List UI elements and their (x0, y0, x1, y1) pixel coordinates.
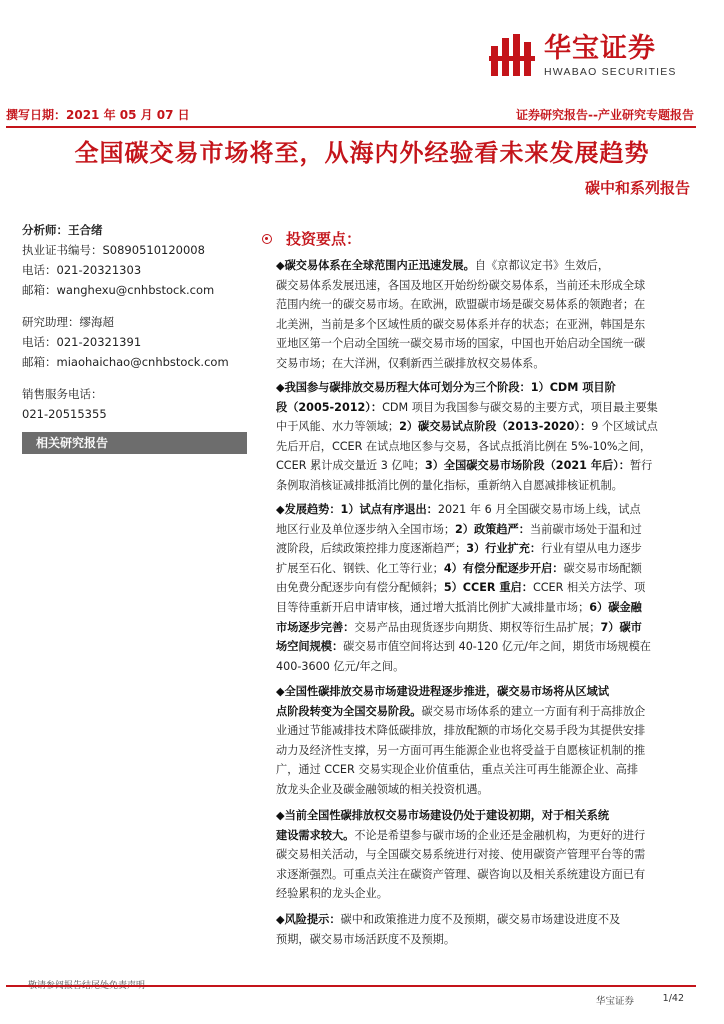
analyst-email[interactable]: 邮箱：wanghexu@cnhbstock.com (22, 283, 215, 297)
report-date: 撰写日期：2021 年 05 月 07 日 (6, 108, 190, 122)
risk-warning: ◆风险提示：碳中和政策推进力度不及预期，碳交易市场建设进度不及 预期，碳交易市场活跃度不及预期。 (276, 913, 621, 946)
key-point-5: ◆当前全国性碳排放权交易市场建设仍处于建设初期，对于相关系统 建设需求较大。不论是希望参与碳市场的企业还是金融机构，为更好的进行 碳交易相关活动，与全国碳交易系统进行对接、使用碳资产管理平台等的需 求逐渐强烈。可重点关注在碳资产管理、碳咨询以及相关系统建设方面已有 经验累积的龙头企业。 (276, 809, 646, 901)
analyst-sidebar (22, 220, 247, 454)
key-point-2: ◆我国参与碳排放交易历程大体可划分为三个阶段：1）CDM 项目阶 段（2005-2012）：CDM 项目为我国参与碳交易的主要方式，项目最主要集 中于风能、水力等领域；2）碳交易试点阶段（2013-2020）：9 个区域试点 先后开启，CCER 在试点地区参与交易，各试点抵消比例在 5%-10%之间， CCER 累计成交量近 3 亿吨；3）全国碳交易市场阶段（2021 年后）：暂行 条例取消核证减排抵消比例的量化指标，重新纳入自愿减排核证机制。 (276, 381, 658, 492)
brand-name-en: HWABAO SECURITIES (544, 66, 677, 78)
header-divider (6, 126, 696, 128)
assistant-phone: 电话：021-20321391 (22, 335, 142, 349)
assistant-name: 研究助理：缪海超 (22, 315, 114, 329)
assistant-email[interactable]: 邮箱：miaohaichao@cnhbstock.com (22, 355, 229, 369)
key-point-3: ◆发展趋势：1）试点有序退出：2021 年 6 月全国碳交易市场上线，试点 地区行业及单位逐步纳入全国市场；2）政策趋严：当前碳市场处于温和过 渡阶段，后续政策控排力度逐渐趋严；3）行业扩充：行业有望从电力逐步 扩展至石化、钢铁、化工等行业；4）有偿分配逐步开启：碳交易市场配额 由免费分配逐步向有偿分配倾斜；5）CCER 重启：CCER 相关方法学、项 目等待重新开启申请审核，通过增大抵消比例扩大减排量市场；6）碳金融 市场逐步完善：交易产品由现货逐步向期货、期权等衍生品扩展；7）碳市 场空间规模：碳交易市值空间将达到 40-120 亿元/年之间，期货市场规模在 400-3600 亿元/年之间。 (276, 503, 651, 673)
series-label: 碳中和系列报告 (584, 179, 690, 197)
report-title: 全国碳交易市场将至，从海内外经验看未来发展趋势 (74, 139, 650, 167)
company-logo (488, 32, 677, 80)
sales-phone: 021-20515355 (22, 407, 107, 421)
footer-divider (6, 985, 696, 987)
analyst-phone: 电话：021-20321303 (22, 263, 142, 277)
key-point-1: ◆碳交易体系在全球范围内正迅速发展。自《京都议定书》生效后， 碳交易体系发展迅速，各国及地区开始纷纷碳交易体系，当前还未形成全球 范围内统一的碳交易市场。在欧洲，欧盟碳市场是碳交易体系的领跑者；在 北美洲，当前是多个区域性质的碳交易体系并存的状态；在亚洲，韩国是东 亚地区第一个启动全国统一碳交易市场的国家，中国也开始启动全国统一碳 交易市场；在大洋洲，仅剩新西兰碳排放权交易体系。 (276, 259, 646, 370)
target-bullet-icon (262, 234, 272, 244)
analyst-name: 分析师：王合绪 (22, 223, 103, 237)
footer-brand: 华宝证券 (596, 996, 635, 1007)
brand-name-cn: 华宝证券 (544, 33, 656, 64)
sales-label: 销售服务电话： (22, 387, 103, 401)
key-point-4: ◆全国性碳排放交易市场建设进程逐步推进，碳交易市场将从区域试 点阶段转变为全国交易阶段。碳交易市场体系的建立一方面有利于高排放企 业通过节能减排技术降低碳排放，排放配额的市场化交易手段为其提供安排 动力及经济性支撑，另一方面可再生能源企业也将受益于自愿核证机制的推 广，通过 CCER 交易实现企业价值重估，重点关注可再生能源企业、高排 放龙头企业及碳金融领域的相关投资机遇。 (276, 685, 646, 796)
report-type: 证券研究报告--产业研究专题报告 (516, 108, 694, 122)
key-points-title: 投资要点： (286, 230, 362, 248)
hwabao-logo-icon (488, 32, 538, 80)
page-number: 1/42 (662, 993, 684, 1004)
related-reports-header: 相关研究报告 (22, 432, 247, 454)
analyst-cert: 执业证书编号：S0890510120008 (22, 243, 205, 257)
key-points-header (262, 228, 361, 249)
